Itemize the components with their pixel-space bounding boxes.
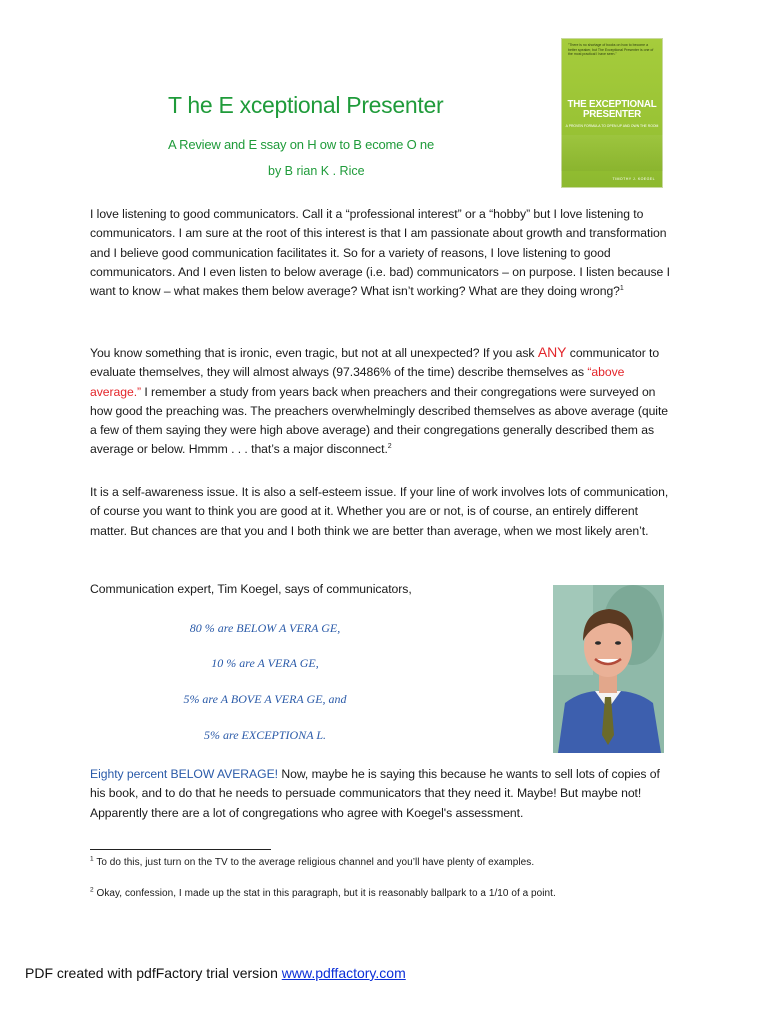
- author-portrait: [553, 585, 664, 753]
- cover-band: [561, 135, 663, 171]
- cover-title-line2: PRESENTER: [582, 109, 642, 120]
- paragraph-irony-text-b: communicator to evaluate themselves, they will almost always (97.3486% of the time) describe themselves as: [90, 346, 660, 380]
- footnote-2: [90, 888, 690, 899]
- paragraph-koegel-intro: Communication expert, Tim Koegel, says of communicators,: [90, 582, 412, 596]
- cover-title: [564, 100, 660, 120]
- paragraph-intro: [90, 205, 678, 301]
- emphasis-above-average: “above average.”: [90, 365, 625, 399]
- emphasis-eighty-percent: Eighty percent BELOW AVERAGE!: [90, 767, 278, 781]
- footnote-divider: [90, 849, 271, 850]
- footnote-2-number: 2: [90, 886, 94, 894]
- paragraph-intro-text: I love listening to good communicators. Call it a “professional interest” or a “hobby” but I love listening to communicators. I am sure at the root of this interest is that I am passionate about growth and transformation and I believe good communication facilitates it. So for a variety of reasons, I love listening to good communicators. And I even listen to below average (i.e. bad) communicators – on purpose. I listen because I want to know – what makes them below average? What isn’t working? What are they doing wrong?: [90, 207, 670, 299]
- footnote-1-text: To do this, just turn on the TV to the average religious channel and you’ll have plenty of examples.: [93, 857, 535, 868]
- footnote-ref-2: 2: [387, 443, 392, 451]
- quote-line-4: 5% are EXCEPTIONA L.: [204, 728, 326, 742]
- footer-text: PDF created with pdfFactory trial version: [25, 965, 282, 981]
- pdffactory-link[interactable]: www.pdffactory.com: [281, 965, 406, 981]
- book-cover-image: [561, 38, 663, 188]
- quote-line-3: 5% are A BOVE A VERA GE, and: [183, 692, 347, 706]
- paragraph-irony-text-c: I remember a study from years back when preachers and their congregations were surveyed on how good the preaching was. The preachers overwhelmingly described themselves as above average (quite a few of them saying they were high above average) and their congregations generally described them as average or below. Hmmm . . . that’s a major disconnect.: [90, 384, 669, 457]
- author-photo: [553, 585, 664, 753]
- paragraph-eighty-percent: [90, 765, 678, 823]
- cover-author: TIMOTHY J. KOEGEL: [612, 177, 655, 181]
- pdf-footer: [25, 965, 625, 981]
- quote-line-2: 10 % are A VERA GE,: [211, 656, 319, 670]
- document-subtitle: A Review and E ssay on H ow to B ecome O ne: [168, 137, 434, 152]
- cover-subtitle: A PROVEN FORMULA TO OPEN UP AND OWN THE ROOM: [565, 124, 659, 128]
- cover-title-line1: THE EXCEPTIONAL: [567, 99, 657, 110]
- paragraph-eighty-percent-text: Now, maybe he is saying this because he wants to sell lots of copies of his book, and to do that he needs to persuade communicators that they need it. Maybe! But maybe not! Apparently there are a lot of congregations who agree with Koegel's assessment.: [90, 767, 660, 820]
- footnote-1: [90, 857, 690, 868]
- paragraph-irony-text-a: You know something that is ironic, even tragic, but not at all unexpected? If you ask: [90, 346, 538, 360]
- quote-line-1: 80 % are BELOW A VERA GE,: [189, 621, 341, 635]
- footnote-ref-1: 1: [619, 285, 624, 293]
- footnote-1-number: 1: [90, 855, 94, 863]
- paragraph-irony: [90, 343, 678, 460]
- emphasis-any: ANY: [537, 344, 567, 360]
- author-byline: by B rian K . Rice: [268, 164, 365, 178]
- cover-endorsement: "There is no shortage of books on how to become a better speaker, but The Exceptional Presenter is one of the most practical I have seen.": [568, 43, 654, 56]
- paragraph-self-awareness: It is a self-awareness issue. It is also a self-esteem issue. If your line of work involves lots of communication, of course you want to think you are good at it. Whether you are or not, is of course, an entirely different matter. But chances are that you and I both think we are better than average, when we most likely aren’t.: [90, 485, 669, 538]
- footnote-2-text: Okay, confession, I made up the stat in this paragraph, but it is reasonably ballpark to a 1/10 of a point.: [93, 888, 556, 899]
- document-title: T he E xceptional Presenter: [168, 92, 444, 118]
